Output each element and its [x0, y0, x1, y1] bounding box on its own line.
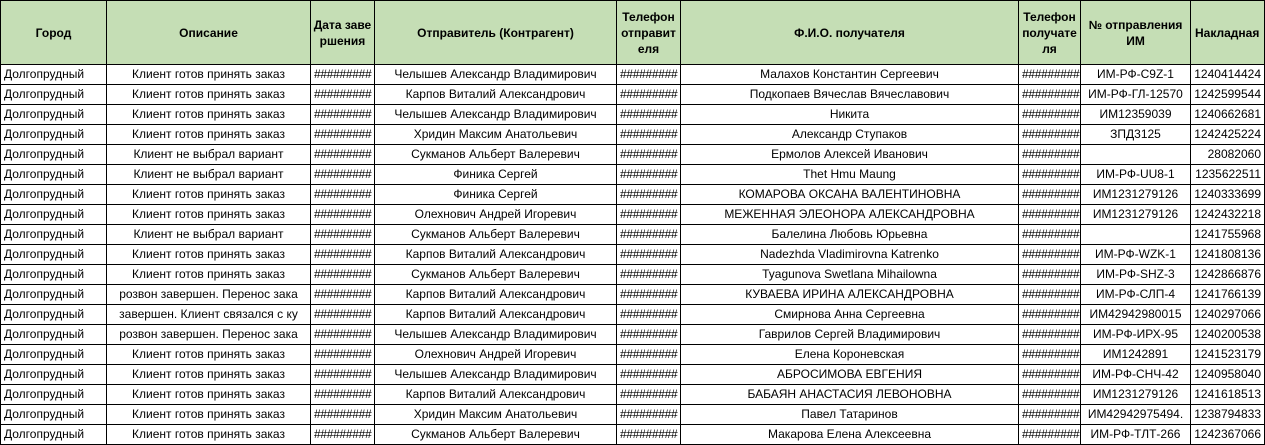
cell-recipient-phone[interactable]: #########: [1019, 385, 1081, 405]
table-row: [1, 365, 1265, 385]
cell-sender[interactable]: Олехнович Андрей Игоревич: [375, 205, 617, 225]
cell-sender-phone[interactable]: #########: [617, 385, 681, 405]
cell-description[interactable]: [107, 305, 311, 325]
cell-description[interactable]: [107, 185, 311, 205]
cell-sender[interactable]: Хридин Максим Анатольевич: [375, 405, 617, 425]
cell-description[interactable]: [107, 405, 311, 425]
table-row: [1, 345, 1265, 365]
table-row: [1, 325, 1265, 345]
cell-city[interactable]: Долгопрудный: [1, 185, 107, 205]
cell-completion-date[interactable]: #########: [311, 385, 375, 405]
table-body: [1, 65, 1265, 445]
cell-waybill[interactable]: 1242425224: [1191, 125, 1265, 145]
cell-recipient-phone[interactable]: #########: [1019, 345, 1081, 365]
cell-description-text: Клиент не выбрал вариант: [133, 227, 284, 241]
cell-recipient-phone[interactable]: #########: [1019, 325, 1081, 345]
cell-shipment-no[interactable]: ЗПД3125: [1081, 125, 1191, 145]
cell-recipient-phone[interactable]: #########: [1019, 85, 1081, 105]
table-row: [1, 205, 1265, 225]
cell-city[interactable]: Долгопрудный: [1, 325, 107, 345]
header-completion-date[interactable]: Дата завершения: [311, 1, 375, 65]
cell-city[interactable]: Долгопрудный: [1, 165, 107, 185]
table-row: [1, 105, 1265, 125]
cell-completion-date[interactable]: #########: [311, 185, 375, 205]
cell-city[interactable]: Долгопрудный: [1, 125, 107, 145]
cell-recipient-name[interactable]: Малахов Константин Сергеевич: [681, 65, 1019, 85]
cell-description[interactable]: [107, 325, 311, 345]
table-header: [1, 1, 1265, 65]
cell-sender-phone[interactable]: #########: [617, 165, 681, 185]
table-row: [1, 165, 1265, 185]
cell-waybill[interactable]: 1241766139: [1191, 285, 1265, 305]
cell-description-text: Клиент готов принять заказ: [132, 107, 285, 121]
cell-description-text: Клиент готов принять заказ: [132, 387, 285, 401]
header-sender-phone[interactable]: Телефон отправителя: [617, 1, 681, 65]
cell-sender[interactable]: Хридин Максим Анатольевич: [375, 125, 617, 145]
cell-recipient-phone[interactable]: #########: [1019, 125, 1081, 145]
cell-description-text: Клиент готов принять заказ: [132, 407, 285, 421]
cell-description[interactable]: [107, 345, 311, 365]
cell-completion-date[interactable]: #########: [311, 365, 375, 385]
cell-city[interactable]: Долгопрудный: [1, 305, 107, 325]
cell-description-text: Клиент готов принять заказ: [132, 247, 285, 261]
cell-description-text: розвон завершен. Перенос зака: [119, 327, 298, 341]
cell-sender-phone[interactable]: #########: [617, 365, 681, 385]
cell-description-text: Клиент готов принять заказ: [132, 87, 285, 101]
cell-recipient-name[interactable]: КОМАРОВА ОКСАНА ВАЛЕНТИНОВНА: [681, 185, 1019, 205]
cell-recipient-phone[interactable]: #########: [1019, 225, 1081, 245]
table-row: [1, 145, 1265, 165]
cell-waybill[interactable]: 28082060: [1191, 145, 1265, 165]
cell-city[interactable]: Долгопрудный: [1, 85, 107, 105]
cell-recipient-name[interactable]: Павел Татаринов: [681, 405, 1019, 425]
table-row: [1, 265, 1265, 285]
cell-shipment-no[interactable]: ИМ1231279126: [1081, 385, 1191, 405]
cell-completion-date[interactable]: #########: [311, 225, 375, 245]
cell-completion-date[interactable]: #########: [311, 405, 375, 425]
header-waybill[interactable]: Накладная: [1191, 1, 1265, 65]
cell-recipient-name[interactable]: Подкопаев Вячеслав Вячеславович: [681, 85, 1019, 105]
cell-sender[interactable]: Сукманов Альберт Валеревич: [375, 225, 617, 245]
cell-recipient-name[interactable]: Nadezhda Vladimirovna Katrenko: [681, 245, 1019, 265]
cell-waybill[interactable]: 1241523179: [1191, 345, 1265, 365]
cell-description-text: Клиент готов принять заказ: [132, 367, 285, 381]
cell-recipient-name[interactable]: КУВАЕВА ИРИНА АЛЕКСАНДРОВНА: [681, 285, 1019, 305]
cell-sender[interactable]: Карпов Виталий Александрович: [375, 85, 617, 105]
cell-city[interactable]: Долгопрудный: [1, 365, 107, 385]
cell-city[interactable]: Долгопрудный: [1, 245, 107, 265]
cell-recipient-phone[interactable]: #########: [1019, 365, 1081, 385]
cell-city[interactable]: Долгопрудный: [1, 105, 107, 125]
cell-waybill[interactable]: 1240200538: [1191, 325, 1265, 345]
cell-recipient-name[interactable]: Ермолов Алексей Иванович: [681, 145, 1019, 165]
cell-sender[interactable]: Челышев Александр Владимирович: [375, 65, 617, 85]
cell-waybill[interactable]: 1241808136: [1191, 245, 1265, 265]
cell-description[interactable]: [107, 365, 311, 385]
cell-recipient-phone[interactable]: #########: [1019, 145, 1081, 165]
cell-sender-phone[interactable]: #########: [617, 185, 681, 205]
cell-description[interactable]: [107, 265, 311, 285]
cell-recipient-phone[interactable]: #########: [1019, 205, 1081, 225]
cell-description[interactable]: [107, 205, 311, 225]
header-description[interactable]: Описание: [107, 1, 311, 65]
cell-recipient-name[interactable]: БАБАЯН АНАСТАСИЯ ЛЕВОНОВНА: [681, 385, 1019, 405]
cell-shipment-no[interactable]: ИМ-РФ-WZK-1: [1081, 245, 1191, 265]
header-recipient-name[interactable]: Ф.И.О. получателя: [681, 1, 1019, 65]
cell-recipient-phone[interactable]: #########: [1019, 265, 1081, 285]
cell-shipment-no[interactable]: ИМ-РФ-ГЛ-12570: [1081, 85, 1191, 105]
cell-description-text: Клиент готов принять заказ: [132, 207, 285, 221]
cell-city[interactable]: Долгопрудный: [1, 65, 107, 85]
cell-sender[interactable]: Олехнович Андрей Игоревич: [375, 345, 617, 365]
cell-description[interactable]: [107, 245, 311, 265]
cell-waybill[interactable]: 1240662681: [1191, 105, 1265, 125]
cell-sender[interactable]: Челышев Александр Владимирович: [375, 325, 617, 345]
cell-shipment-no[interactable]: ИМ-РФ-ИРХ-95: [1081, 325, 1191, 345]
cell-completion-date[interactable]: #########: [311, 65, 375, 85]
cell-description-text: Клиент готов принять заказ: [132, 127, 285, 141]
cell-waybill[interactable]: 1242866876: [1191, 265, 1265, 285]
cell-description[interactable]: [107, 125, 311, 145]
cell-sender[interactable]: Карпов Виталий Александрович: [375, 285, 617, 305]
cell-waybill[interactable]: 1240414424: [1191, 65, 1265, 85]
cell-description-text: Клиент не выбрал вариант: [133, 147, 284, 161]
cell-waybill[interactable]: 1242599544: [1191, 85, 1265, 105]
cell-sender[interactable]: Сукманов Альберт Валеревич: [375, 145, 617, 165]
cell-completion-date[interactable]: #########: [311, 145, 375, 165]
cell-sender[interactable]: Челышев Александр Владимирович: [375, 365, 617, 385]
cell-waybill[interactable]: 1242367066: [1191, 425, 1265, 445]
cell-description-text: Клиент готов принять заказ: [132, 347, 285, 361]
cell-city[interactable]: Долгопрудный: [1, 425, 107, 445]
cell-completion-date[interactable]: #########: [311, 325, 375, 345]
cell-recipient-phone[interactable]: #########: [1019, 245, 1081, 265]
cell-recipient-phone[interactable]: #########: [1019, 185, 1081, 205]
cell-city[interactable]: Долгопрудный: [1, 285, 107, 305]
cell-waybill[interactable]: 1235622511: [1191, 165, 1265, 185]
table-row: [1, 425, 1265, 445]
cell-description-text: Клиент готов принять заказ: [132, 427, 285, 441]
cell-sender-phone[interactable]: #########: [617, 405, 681, 425]
cell-shipment-no[interactable]: ИМ-РФ-SHZ-3: [1081, 265, 1191, 285]
header-city[interactable]: Город: [1, 1, 107, 65]
cell-sender-phone[interactable]: #########: [617, 85, 681, 105]
cell-completion-date[interactable]: #########: [311, 265, 375, 285]
cell-recipient-phone[interactable]: #########: [1019, 305, 1081, 325]
table-row: [1, 65, 1265, 85]
cell-description-text: завершен. Клиент связался с ку: [119, 307, 298, 321]
cell-shipment-no[interactable]: ИМ42942980015: [1081, 305, 1191, 325]
cell-sender-phone[interactable]: #########: [617, 345, 681, 365]
cell-recipient-name[interactable]: Смирнова Анна Сергеевна: [681, 305, 1019, 325]
cell-sender[interactable]: Сукманов Альберт Валеревич: [375, 265, 617, 285]
cell-waybill[interactable]: 1241755968: [1191, 225, 1265, 245]
cell-city[interactable]: Долгопрудный: [1, 265, 107, 285]
cell-recipient-name[interactable]: Балелина Любовь Юрьевна: [681, 225, 1019, 245]
header-sender[interactable]: Отправитель (Контрагент): [375, 1, 617, 65]
cell-sender[interactable]: Карпов Виталий Александрович: [375, 385, 617, 405]
cell-recipient-name[interactable]: Никита: [681, 105, 1019, 125]
cell-recipient-name[interactable]: Макарова Елена Алексеевна: [681, 425, 1019, 445]
cell-description[interactable]: [107, 285, 311, 305]
cell-sender-phone[interactable]: #########: [617, 145, 681, 165]
cell-recipient-name[interactable]: Александр Ступаков: [681, 125, 1019, 145]
cell-waybill[interactable]: 1238794833: [1191, 405, 1265, 425]
table-row: [1, 185, 1265, 205]
cell-waybill[interactable]: 1241618513: [1191, 385, 1265, 405]
cell-completion-date[interactable]: #########: [311, 125, 375, 145]
cell-shipment-no[interactable]: ИМ1231279126: [1081, 185, 1191, 205]
cell-sender-phone[interactable]: #########: [617, 125, 681, 145]
cell-waybill[interactable]: 1240297066: [1191, 305, 1265, 325]
cell-city[interactable]: Долгопрудный: [1, 145, 107, 165]
cell-sender[interactable]: Челышев Александр Владимирович: [375, 105, 617, 125]
cell-recipient-phone[interactable]: #########: [1019, 65, 1081, 85]
cell-waybill[interactable]: 1240333699: [1191, 185, 1265, 205]
cell-sender[interactable]: Финика Сергей: [375, 185, 617, 205]
cell-shipment-no[interactable]: ИМ-РФ-UU8-1: [1081, 165, 1191, 185]
cell-city[interactable]: Долгопрудный: [1, 385, 107, 405]
table-row: [1, 385, 1265, 405]
cell-sender[interactable]: Карпов Виталий Александрович: [375, 245, 617, 265]
table-row: [1, 245, 1265, 265]
cell-shipment-no[interactable]: ИМ1231279126: [1081, 205, 1191, 225]
cell-sender-phone[interactable]: #########: [617, 305, 681, 325]
header-row: [1, 1, 1265, 65]
cell-shipment-no[interactable]: ИМ-РФ-СЛП-4: [1081, 285, 1191, 305]
cell-recipient-name[interactable]: Гаврилов Сергей Владимирович: [681, 325, 1019, 345]
cell-shipment-no[interactable]: ИМ-РФ-СНЧ-42: [1081, 365, 1191, 385]
cell-sender-phone[interactable]: #########: [617, 425, 681, 445]
cell-description-text: розвон завершен. Перенос зака: [119, 287, 298, 301]
cell-waybill[interactable]: 1240958040: [1191, 365, 1265, 385]
cell-sender[interactable]: Финика Сергей: [375, 165, 617, 185]
cell-completion-date[interactable]: #########: [311, 205, 375, 225]
cell-description[interactable]: [107, 385, 311, 405]
cell-city[interactable]: Долгопрудный: [1, 405, 107, 425]
cell-recipient-name[interactable]: Thet Hmu Maung: [681, 165, 1019, 185]
cell-recipient-name[interactable]: Tyagunova Swetlana Mihailowna: [681, 265, 1019, 285]
cell-completion-date[interactable]: #########: [311, 105, 375, 125]
cell-recipient-name[interactable]: МЕЖЕННАЯ ЭЛЕОНОРА АЛЕКСАНДРОВНА: [681, 205, 1019, 225]
cell-city[interactable]: Долгопрудный: [1, 205, 107, 225]
cell-description[interactable]: [107, 85, 311, 105]
table-row: [1, 305, 1265, 325]
cell-city[interactable]: Долгопрудный: [1, 345, 107, 365]
cell-recipient-phone[interactable]: #########: [1019, 105, 1081, 125]
cell-recipient-name[interactable]: Елена Короневская: [681, 345, 1019, 365]
cell-completion-date[interactable]: #########: [311, 345, 375, 365]
cell-waybill[interactable]: 1242432218: [1191, 205, 1265, 225]
cell-description[interactable]: [107, 145, 311, 165]
cell-shipment-no[interactable]: ИМ-РФ-ТЛТ-266: [1081, 425, 1191, 445]
cell-recipient-name[interactable]: АБРОСИМОВА ЕВГЕНИЯ: [681, 365, 1019, 385]
cell-description[interactable]: [107, 165, 311, 185]
cell-shipment-no[interactable]: [1081, 225, 1191, 245]
cell-completion-date[interactable]: #########: [311, 305, 375, 325]
header-shipment-no[interactable]: № отправления ИМ: [1081, 1, 1191, 65]
cell-completion-date[interactable]: #########: [311, 85, 375, 105]
cell-description[interactable]: [107, 425, 311, 445]
cell-sender-phone[interactable]: #########: [617, 205, 681, 225]
header-recipient-phone[interactable]: Телефон получателя: [1019, 1, 1081, 65]
cell-description-text: Клиент готов принять заказ: [132, 187, 285, 201]
cell-city[interactable]: Долгопрудный: [1, 225, 107, 245]
cell-sender[interactable]: Сукманов Альберт Валеревич: [375, 425, 617, 445]
cell-completion-date[interactable]: #########: [311, 245, 375, 265]
cell-sender-phone[interactable]: #########: [617, 65, 681, 85]
cell-completion-date[interactable]: #########: [311, 425, 375, 445]
cell-description-text: Клиент готов принять заказ: [132, 267, 285, 281]
cell-sender-phone[interactable]: #########: [617, 225, 681, 245]
cell-sender[interactable]: Карпов Виталий Александрович: [375, 305, 617, 325]
cell-recipient-phone[interactable]: #########: [1019, 285, 1081, 305]
cell-description-text: Клиент готов принять заказ: [132, 67, 285, 81]
cell-description[interactable]: [107, 65, 311, 85]
cell-sender-phone[interactable]: #########: [617, 325, 681, 345]
table-row: [1, 225, 1265, 245]
cell-shipment-no[interactable]: ИМ-РФ-С9Z-1: [1081, 65, 1191, 85]
cell-recipient-phone[interactable]: #########: [1019, 425, 1081, 445]
cell-sender-phone[interactable]: #########: [617, 105, 681, 125]
table-row: [1, 405, 1265, 425]
cell-description[interactable]: [107, 105, 311, 125]
cell-completion-date[interactable]: #########: [311, 285, 375, 305]
cell-description[interactable]: [107, 225, 311, 245]
table-row: [1, 285, 1265, 305]
cell-sender-phone[interactable]: #########: [617, 265, 681, 285]
table-row: [1, 85, 1265, 105]
cell-sender-phone[interactable]: #########: [617, 285, 681, 305]
cell-recipient-phone[interactable]: #########: [1019, 165, 1081, 185]
cell-sender-phone[interactable]: #########: [617, 245, 681, 265]
cell-shipment-no[interactable]: [1081, 145, 1191, 165]
cell-description-text: Клиент не выбрал вариант: [133, 167, 284, 181]
table-row: [1, 125, 1265, 145]
cell-completion-date[interactable]: #########: [311, 165, 375, 185]
cell-shipment-no[interactable]: ИМ42942975494.: [1081, 405, 1191, 425]
cell-recipient-phone[interactable]: #########: [1019, 405, 1081, 425]
cell-shipment-no[interactable]: ИМ12359039: [1081, 105, 1191, 125]
cell-shipment-no[interactable]: ИМ1242891: [1081, 345, 1191, 365]
